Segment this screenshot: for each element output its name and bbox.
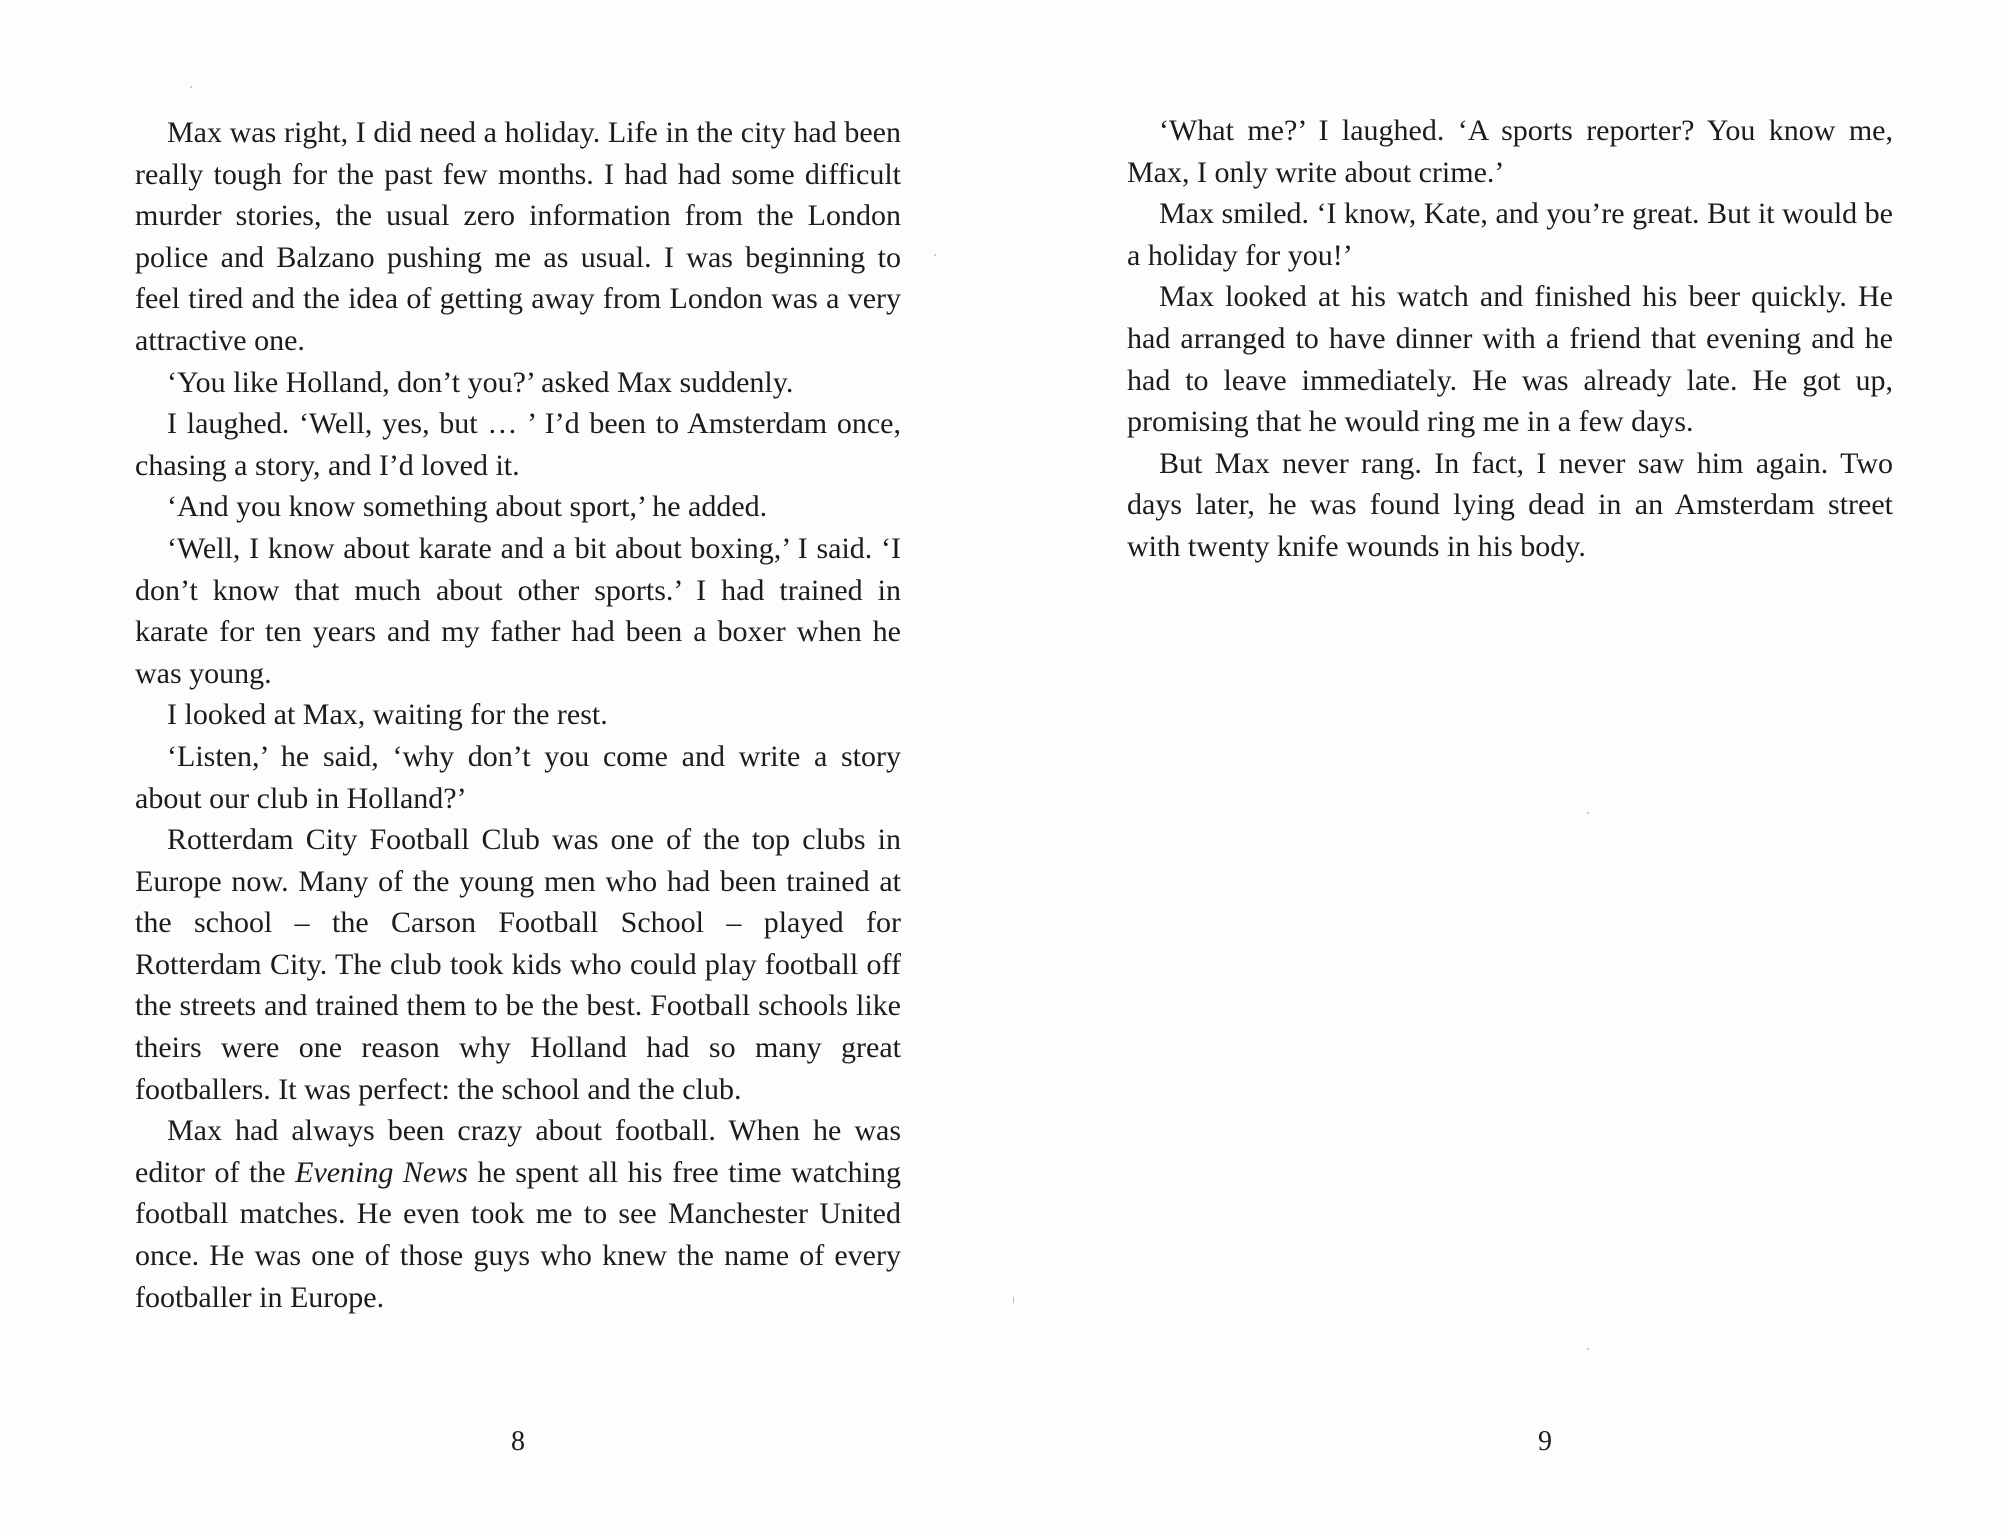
paragraph-text: he spent all his free time watching football matches. He even took me to see Manchester United once. He was one of those guys who knew the name of every footballer in Europe. [135, 1155, 901, 1314]
paragraph [135, 1110, 901, 1318]
paper-speck [1587, 812, 1589, 814]
paragraph: ‘Well, I know about karate and a bit about boxing,’ I said. ‘I don’t know that much about other sports.’ I had trained in karate for ten years and my father had been a boxer when he was young. [135, 531, 901, 690]
paper-speck [1587, 1348, 1589, 1350]
paragraph: I laughed. ‘Well, yes, but … ’ I’d been to Amsterdam once, chasing a story, and I’d loved it. [135, 407, 901, 482]
paper-speck [190, 86, 192, 88]
page-number: 8 [511, 1426, 525, 1457]
paragraph: ‘What me?’ I laughed. ‘A sports reporter? You know me, Max, I only write about crime.’ [1127, 114, 1893, 189]
paragraph: But Max never rang. In fact, I never saw him again. Two days later, he was found lying dead in an Amsterdam street with twenty knife wounds in his body. [1127, 446, 1893, 563]
left-page-text [135, 112, 901, 1318]
paragraph: I looked at Max, waiting for the rest. [167, 698, 608, 732]
page-number: 9 [1538, 1426, 1552, 1457]
paragraph: Max looked at his watch and finished his beer quickly. He had arranged to have dinner with a friend that evening and he had to leave immediately. He was already late. He got up, promising that he would ring me in a few days. [1127, 280, 1893, 439]
paragraph: Rotterdam City Football Club was one of the top clubs in Europe now. Many of the young men who had been trained at the school – the Carson Football School – played for Rotterdam City. The club took kids who could play football off the streets and trained them to be the best. Football schools like theirs were one reason why Holland had so many great footballers. It was perfect: the school and the club. [135, 823, 901, 1106]
right-page [1004, 0, 2008, 1530]
paragraph: ‘You like Holland, don’t you?’ asked Max suddenly. [167, 365, 794, 399]
paper-speck [934, 254, 936, 256]
paragraph: ‘Listen,’ he said, ‘why don’t you come and write a story about our club in Holland?’ [135, 739, 901, 815]
paragraph-text: Max had always been crazy about football. When he was editor of the [135, 1114, 901, 1189]
paragraph: Max smiled. ‘I know, Kate, and you’re great. But it would be a holiday for you!’ [1127, 197, 1893, 272]
right-page-text [1127, 110, 1893, 568]
paragraph: ‘And you know something about sport,’ he added. [167, 490, 768, 524]
newspaper-title: Evening News [295, 1155, 468, 1189]
paragraph: Max was right, I did need a holiday. Life in the city had been really tough for the past few months. I had had some difficult murder stories, the usual zero information from the London police and Balzano pushing me as usual. I was beginning to feel tired and the idea of getting away from London was a very attractive one. [135, 116, 901, 357]
